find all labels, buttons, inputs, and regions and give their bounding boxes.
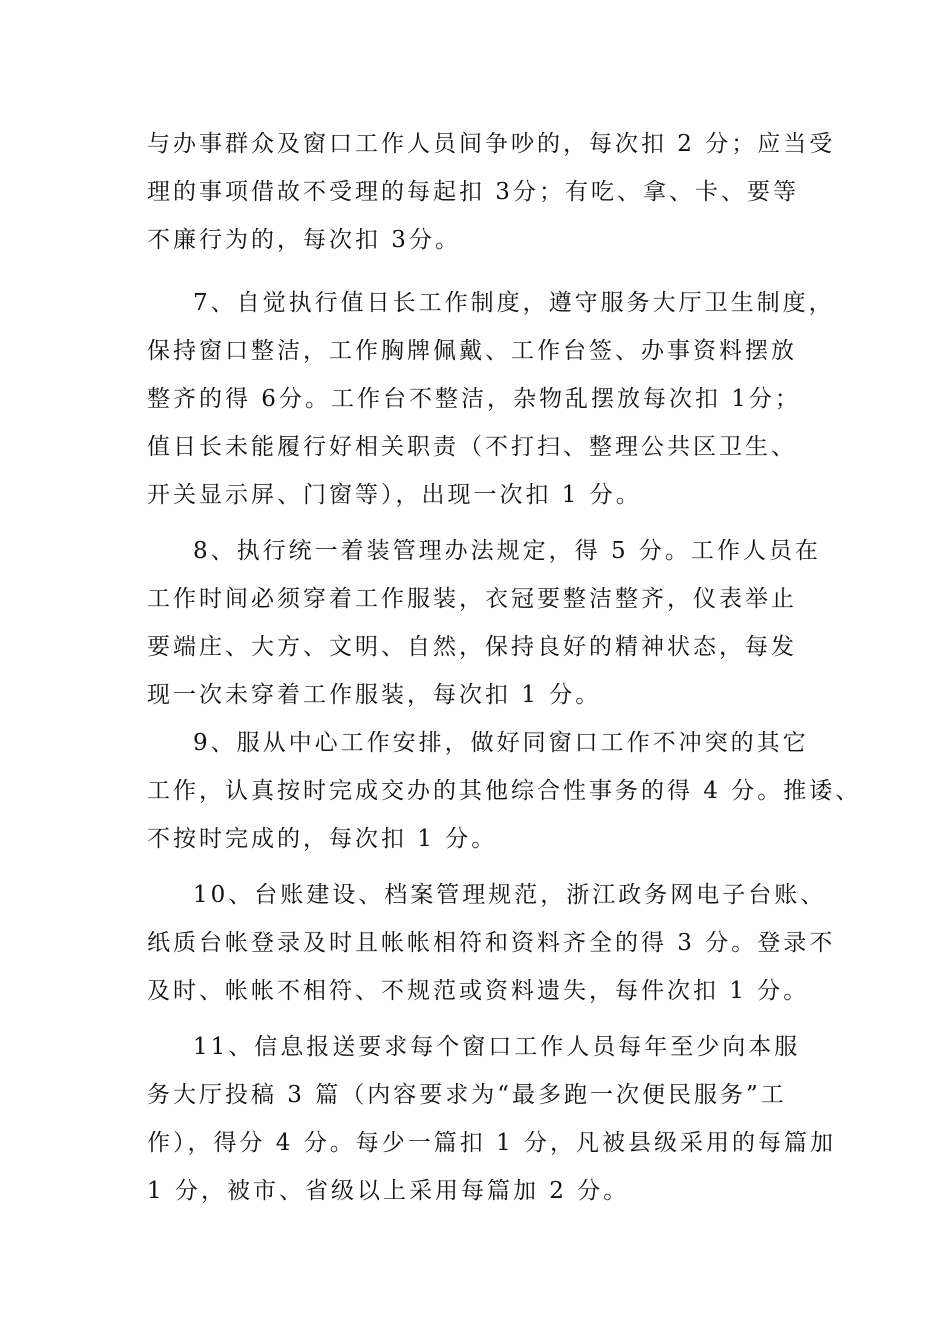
- paragraph-line: 工作，认真按时完成交办的其他综合性事务的得 4 分。推诿、: [147, 778, 862, 804]
- paragraph-line: 及时、帐帐不相符、不规范或资料遗失，每件次扣 1 分。: [147, 978, 810, 1004]
- paragraph-line: 务大厅投稿 3 篇（内容要求为“最多跑一次便民服务”工: [147, 1082, 787, 1108]
- paragraph-line: 要端庄、大方、文明、自然，保持良好的精神状态，每发: [147, 634, 797, 660]
- paragraph-line: 10、台账建设、档案管理规范，浙江政务网电子台账、: [193, 882, 827, 908]
- paragraph-line: 值日长未能履行好相关职责（不打扫、整理公共区卫生、: [147, 434, 797, 460]
- paragraph-line: 纸质台帐登录及时且帐帐相符和资料齐全的得 3 分。登录不: [147, 930, 836, 956]
- paragraph-line: 整齐的得 6分。工作台不整洁，杂物乱摆放每次扣 1分；: [147, 386, 801, 412]
- paragraph-line: 7、自觉执行值日长工作制度，遵守服务大厅卫生制度，: [193, 290, 835, 316]
- paragraph-line: 开关显示屏、门窗等），出现一次扣 1 分。: [147, 482, 642, 508]
- paragraph-line: 工作时间必须穿着工作服装，衣冠要整洁整齐，仪表举止: [147, 586, 797, 612]
- paragraph-line: 不按时完成的，每次扣 1 分。: [147, 826, 498, 852]
- paragraph-line: 1 分，被市、省级以上采用每篇加 2 分。: [147, 1178, 630, 1204]
- paragraph-line: 9、服从中心工作安排，做好同窗口工作不冲突的其它: [193, 730, 809, 756]
- paragraph-line: 现一次未穿着工作服装，每次扣 1 分。: [147, 682, 602, 708]
- paragraph-line: 11、信息报送要求每个窗口工作人员每年至少向本服: [193, 1034, 801, 1060]
- paragraph-line: 理的事项借故不受理的每起扣 3分；有吃、拿、卡、要等: [147, 179, 799, 205]
- paragraph-line: 与办事群众及窗口工作人员间争吵的，每次扣 2 分；应当受: [147, 131, 836, 157]
- paragraph-line: 保持窗口整洁，工作胸牌佩戴、工作台签、办事资料摆放: [147, 338, 797, 364]
- paragraph-line: 不廉行为的，每次扣 3分。: [147, 227, 461, 253]
- paragraph-line: 8、执行统一着装管理办法规定，得 5 分。工作人员在: [193, 538, 821, 564]
- paragraph-line: 作），得分 4 分。每少一篇扣 1 分，凡被县级采用的每篇加: [147, 1130, 837, 1156]
